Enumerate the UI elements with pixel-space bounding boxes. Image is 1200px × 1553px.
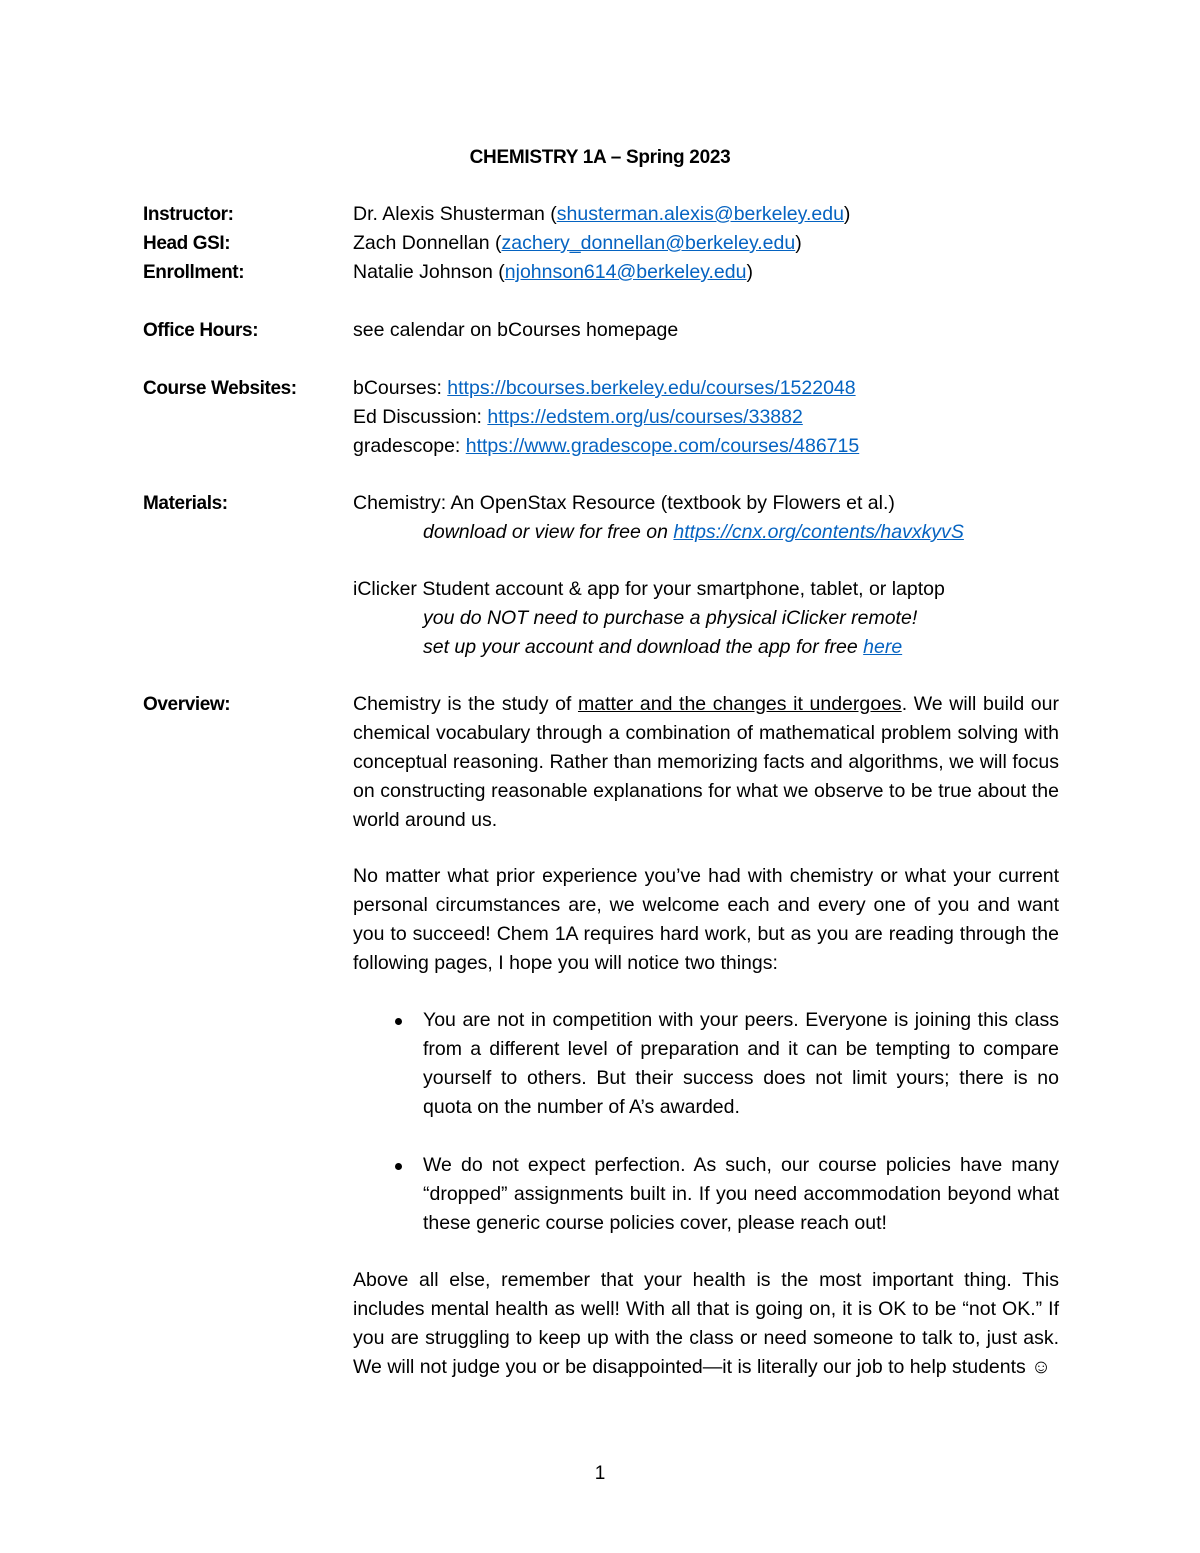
gradescope-link[interactable]: https://www.gradescope.com/courses/486715: [465, 435, 860, 457]
iclicker-note-2: [423, 633, 902, 662]
materials-label: Materials:: [143, 493, 228, 514]
website-name: gradescope:: [353, 435, 466, 457]
website-bcourses: [353, 374, 856, 403]
websites-label: Course Websites:: [143, 378, 297, 399]
page-number: 1: [594, 1463, 606, 1484]
bullet-text: You are not in competition with your peers. Everyone is joining this class from a different level of preparation and it can be tempting to compare yourself to others. But their success does not limit yours; there is no quota on the number of A’s awarded.: [423, 1009, 1059, 1118]
iclicker-text: iClicker Student account & app for your smartphone, tablet, or laptop: [353, 578, 945, 600]
contact-close: ): [843, 203, 851, 225]
textbook-text: Chemistry: An OpenStax Resource (textbook by Flowers et al.): [353, 492, 895, 514]
overview-paragraph-1: [353, 690, 1059, 835]
list-item: [353, 1151, 1059, 1238]
overview-label: Overview:: [143, 694, 231, 715]
office-hours-label: Office Hours:: [143, 320, 259, 341]
contact-close: ): [746, 261, 753, 283]
iclicker-note-1: you do NOT need to purchase a physical iClicker remote!: [423, 607, 918, 629]
overview-bullet-list: [353, 1006, 1059, 1267]
textbook-link[interactable]: https://cnx.org/contents/havxkyvS: [673, 521, 964, 543]
contact-value: [353, 229, 802, 258]
contact-name: Natalie Johnson (: [353, 261, 505, 283]
website-gradescope: [353, 432, 859, 461]
document-title: CHEMISTRY 1A – Spring 2023: [469, 147, 731, 168]
contact-label: Instructor:: [143, 204, 234, 225]
contact-value: [353, 258, 753, 287]
bullet-icon: [395, 1018, 402, 1025]
enrollment-email-link[interactable]: njohnson614@berkeley.edu: [504, 261, 747, 283]
iclicker-note-2-text: set up your account and download the app for free: [423, 636, 864, 658]
bullet-icon: [395, 1163, 402, 1170]
contact-name: Zach Donnellan (: [353, 232, 502, 254]
list-item: [353, 1006, 1059, 1122]
website-ed: [353, 403, 803, 432]
contact-value: [353, 200, 850, 229]
contact-close: ): [795, 232, 802, 254]
bcourses-link[interactable]: https://bcourses.berkeley.edu/courses/1522048: [447, 377, 856, 399]
contact-label: Head GSI:: [143, 233, 231, 254]
head-gsi-email-link[interactable]: zachery_donnellan@berkeley.edu: [501, 232, 796, 254]
iclicker-here-link[interactable]: here: [863, 636, 903, 658]
overview-p1-underlined: matter and the changes it undergoes: [577, 693, 902, 715]
overview-paragraph-2: No matter what prior experience you’ve had with chemistry or what your current personal circumstances are, we welcome each and every one of you and want you to succeed! Chem 1A requires hard work, but as you are reading through the following pages, I hope you will notice two things:: [353, 865, 1059, 974]
textbook-note-text: download or view for free on: [423, 521, 674, 543]
overview-p1-rest: . We will build our chemical vocabulary through a combination of mathematical problem solving with conceptual reasoning. Rather than memorizing facts and algorithms, we will focus on constructing reasonable explanations for what we observe to be true about the world around us.: [353, 693, 1059, 831]
overview-paragraph-3: Above all else, remember that your health is the most important thing. This includes mental health as well! With all that is going on, it is OK to be “not OK.” If you are struggling to keep up with the class or need someone to talk to, just ask. We will not judge you or be disappointed—it is literally our job to help students ☺: [353, 1269, 1059, 1378]
website-name: Ed Discussion:: [353, 406, 488, 428]
website-name: bCourses:: [353, 377, 448, 399]
contact-label: Enrollment:: [143, 262, 245, 283]
textbook-note: [423, 518, 964, 547]
overview-p1-start: Chemistry is the study of: [353, 693, 578, 715]
ed-discussion-link[interactable]: https://edstem.org/us/courses/33882: [487, 406, 803, 428]
bullet-text: We do not expect perfection. As such, our course policies have many “dropped” assignments built in. If you need accommodation beyond what these generic course policies cover, please reach out!: [423, 1154, 1059, 1234]
instructor-email-link[interactable]: shusterman.alexis@berkeley.edu: [556, 203, 844, 225]
contact-name: Dr. Alexis Shusterman (: [353, 203, 557, 225]
office-hours-value: see calendar on bCourses homepage: [353, 319, 679, 341]
